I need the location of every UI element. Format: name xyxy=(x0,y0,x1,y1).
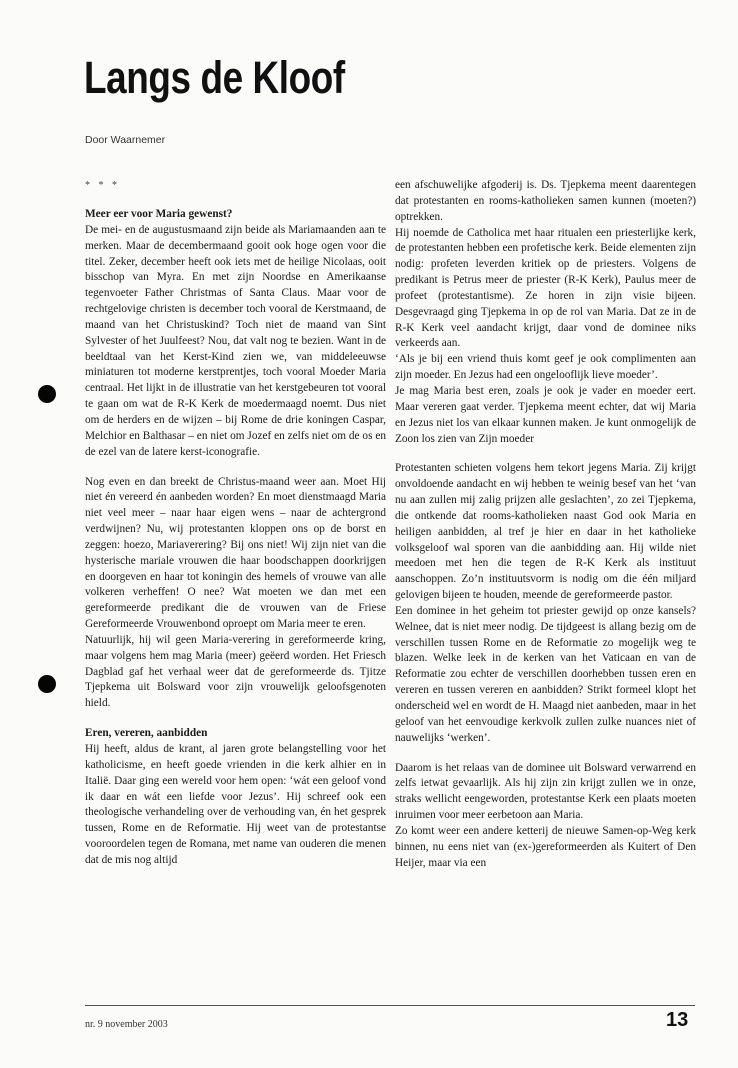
paragraph: Nog even en dan breekt de Christus-maand weer aan. Moet Hij niet én vereerd én aanbeden worden? En moet dienstmaagd Maria niet veel meer – naar haar eigen wens – naar de achtergrond verdwijnen? Nu, wij protestanten kloppen ons op de borst en zeggen: hoezo, Mariaverering? Bij ons niet! Wij zijn niet van die hysterische mariale vrouwen die haar boodschappen doorkrijgen en doorgeven en haar tot koningin des hemels of vrouwe van alle volkeren verheffen! O nee? Wat moeten we dan met een gereformeerde predikant die de vrouwen van de Friese Gereformeerde Vrouwenbond oproept om Maria meer te eren. xyxy=(85,475,386,631)
paragraph: Hij heeft, aldus de krant, al jaren grote belangstelling voor het katholicisme, en heeft goede vrienden in die kerk alhier en in Italië. Daar ging een wereld voor hem open: ‘wát een geloof vond ik daar en wát een liefde voor Jezus’. Hij schreef ook een theologische verhandeling over de verhouding van, én het gesprek tussen, Rome en de Reformatie. Hij weet van de protestantse vooroordelen tegen de Romana, met name van ouderen die menen dat de mis nog altijd xyxy=(85,743,386,866)
paragraph: Zo komt weer een andere ketterij de nieuwe Samen-op-Weg kerk binnen, nu eens niet van (ex-)gereformeerden als Kuitert of Den Heijer, maar via een xyxy=(395,824,696,869)
paragraph: Natuurlijk, hij wil geen Maria-verering in gereformeerde kring, maar volgens hem mag Maria (meer) geëerd worden. Het Friesch Dagblad gaf het verhaal weer dat de gereformeerde ds. Tjitze Tjepkema uit Bolsward voor zijn vrouwelijk geloofsgenoten hield. xyxy=(85,633,386,710)
heading-meer-eer: Meer eer voor Maria gewenst? xyxy=(85,208,233,220)
page-number: 13 xyxy=(666,1009,689,1031)
paragraph: Een dominee in het geheim tot priester gewijd op onze kansels? Welnee, dat is niet meer nodig. De tijdgeest is allang bezig om de verschillen tussen Rome en de Reformatie zo mogelijk weg te blazen. Welke leek in de kerken van het Vaticaan en van de Reformatie zou echter de verschillen doorhebben tussen eren en vereren en tussen vereren en aanbidden? Strikt formeel klopt het onderscheid wel en wordt de H. Maagd niet aanbeden, maar in het geloof van het eenvoudige kerkvolk zullen zulke nuances niet of nauwelijks ‘werken’. xyxy=(395,604,696,744)
issue-info: nr. 9 november 2003 xyxy=(85,1019,168,1030)
paragraph: Je mag Maria best eren, zoals je ook je vader en moeder eert. Maar vereren gaat verder. Tjepkema meent echter, dat wij Maria en Jezus niet los van elkaar kunnen maken. Je kunt onmogelijk de Zoon los zien van Zijn moeder xyxy=(395,384,696,445)
footer-divider xyxy=(85,1005,695,1006)
paragraph: een afschuwelijke afgoderij is. Ds. Tjepkema meent daarentegen dat protestanten en rooms-katholieken samen kunnen (moeten?) optrekken. xyxy=(395,179,696,223)
left-column xyxy=(85,207,386,869)
paragraph: De mei- en de augustusmaand zijn beide als Mariamaanden aan te merken. Maar de decembermaand gooit ook hoge ogen voor die titel. Zeker, december heeft ook iets met de heilige Nicolaas, ooit bisschop van Myra. En met zijn Noordse en Amerikaanse tegenvoeter Father Christmas of Santa Claus. Maar voor de rechtgelovige christen is december toch vooral de Kerstmaand, de maand van het Christuskind? Toch niet de maand van Sint Sylvester of het Juulfeest? Nou, dat valt nog te bezien. Want in de beeldtaal van het Kerst-Kind zien we, van middeleeuwse miniaturen tot moderne kerstprentjes, toch vooral Moeder Maria centraal. Het lijkt in de illustratie van het kerstgebeuren tot vooral te gaan om wat de R-K Kerk de moedermaagd noemt. Dus niet om de herders en de wijzen – bij Rome de drie koningen Caspar, Melchior en Balthasar – en niet om Jozef en zelfs niet om de os en de ezel van de latere kerst-iconografie. xyxy=(85,223,386,458)
paragraph: Protestanten schieten volgens hem tekort jegens Maria. Zij krijgt onvoldoende aandacht en wij hebben te weinig besef van het ‘van nu aan zullen mij zalig prijzen alle geslachten’, zo zei Tjepkema, die ontkende dat rooms-katholieken naast God ook Maria en heiligen aanbidden, al tref je hier en daar in het katholieke volksgeloof wal sporen van die aanbidding aan. Hij wilde niet meedoen met hen die tegen de R-K Kerk als instituut aanschoppen. Zo’n instituutsvorm is nodig om die één miljard gelovigen bijeen te houden, meende de gereformeerde pastor. xyxy=(395,462,696,602)
section-separator: * * * xyxy=(85,180,120,191)
quote-paragraph: ‘Als je bij een vriend thuis komt geef je ook complimenten aan zijn moeder. En Jezus had een ongelooflijk lieve moeder’. xyxy=(395,353,696,382)
article-title: Langs de Kloof xyxy=(84,52,345,103)
binder-hole-bottom xyxy=(38,675,56,693)
paragraph: Daarom is het relaas van de dominee uit Bolsward verwarrend en zelfs ietwat gevaarlijk. Als hij zijn zin krijgt zullen we in onze, straks wellicht eengeworden, protestantse Kerk een plaats moeten inruimen voor meer eerbetoon aan Maria. xyxy=(395,761,696,822)
article-byline: Door Waarnemer xyxy=(85,134,166,146)
right-column xyxy=(395,178,696,871)
binder-hole-top xyxy=(38,385,56,403)
heading-eren-vereren: Eren, vereren, aanbidden xyxy=(85,727,208,740)
paragraph: Hij noemde de Catholica met haar ritualen een priesterlijke kerk, de protestanten hebben een profetische kerk. Beide elementen zijn nodig: profeten leverden kritiek op de priesters. Volgens de predikant is Petrus meer de priester (R-K Kerk), Paulus meer de profeet (protestantisme). Ze horen in zijn visie bijeen. Desgevraagd ging Tjepkema in op de rol van Maria. Dat ze in de R-K Kerk veel aandacht krijgt, daar vond de dominee niks verkeerds aan. xyxy=(395,226,696,350)
